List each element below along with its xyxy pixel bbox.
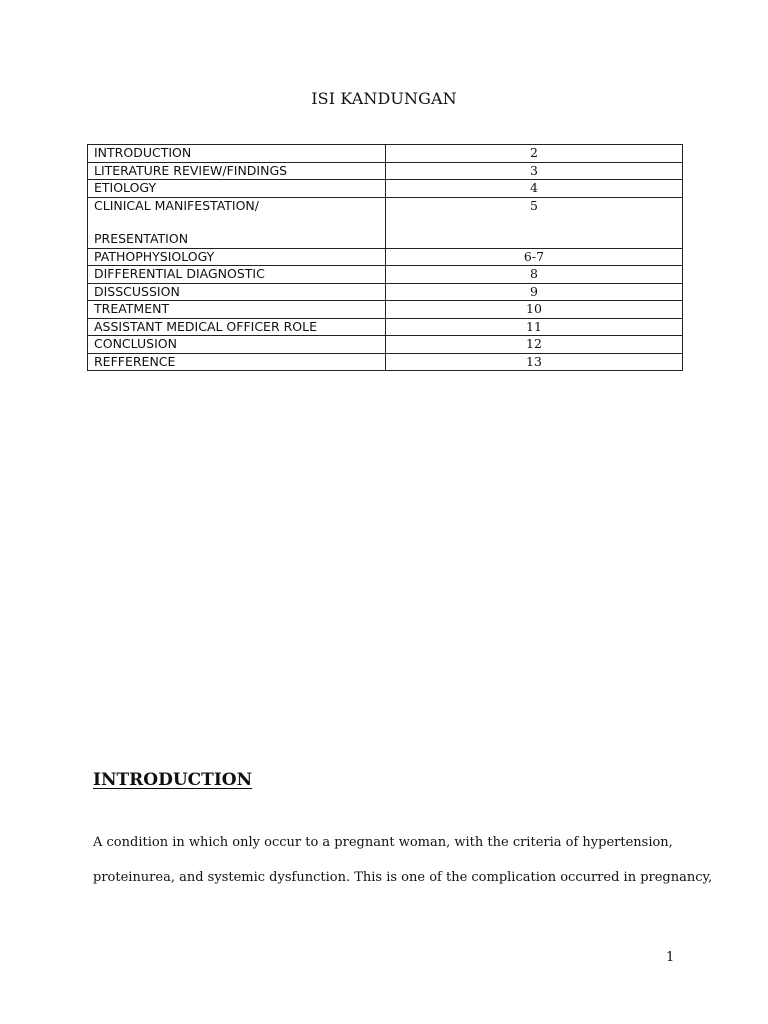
toc-label: DIFFERENTIAL DIAGNOSTIC [88,266,386,284]
page-title: ISI KANDUNGAN [311,89,457,108]
toc-page: 10 [386,301,683,319]
toc-label: DISSCUSSION [88,283,386,301]
toc-page: 2 [386,145,683,163]
toc-page: 9 [386,283,683,301]
toc-label: TREATMENT [88,301,386,319]
toc-page: 8 [386,266,683,284]
toc-label-multiline [88,197,386,248]
toc-row [88,266,683,284]
toc-label: ETIOLOGY [88,180,386,198]
section-heading: INTRODUCTION [93,770,253,790]
toc-page: 11 [386,318,683,336]
toc-page: 4 [386,180,683,198]
toc-label-line: CLINICAL MANIFESTATION/ [94,197,259,213]
toc-page: 6-7 [386,248,683,266]
toc-row [88,336,683,354]
toc-row [88,197,683,248]
toc-row [88,353,683,371]
toc-row [88,283,683,301]
intro-paragraph [93,825,713,895]
toc-row [88,162,683,180]
toc-page: 13 [386,353,683,371]
toc-page: 12 [386,336,683,354]
toc-page: 3 [386,162,683,180]
toc-label: REFFERENCE [88,353,386,371]
table-of-contents [87,144,683,371]
toc-row [88,248,683,266]
toc-label: ASSISTANT MEDICAL OFFICER ROLE [88,318,386,336]
page-number: 1 [666,950,675,965]
toc-row [88,301,683,319]
toc-row [88,180,683,198]
toc-label: LITERATURE REVIEW/FINDINGS [88,162,386,180]
toc-page: 5 [386,197,683,248]
toc-label: PATHOPHYSIOLOGY [88,248,386,266]
toc-row [88,318,683,336]
paragraph-line: proteinurea, and systemic dysfunction. This is one of the complication occurred in pregnancy, [93,870,713,885]
toc-label-line: PRESENTATION [94,231,189,246]
toc-label: INTRODUCTION [88,145,386,163]
paragraph-line: A condition in which only occur to a pregnant woman, with the criteria of hypertension, [93,835,673,850]
toc-label: CONCLUSION [88,336,386,354]
toc-row [88,145,683,163]
